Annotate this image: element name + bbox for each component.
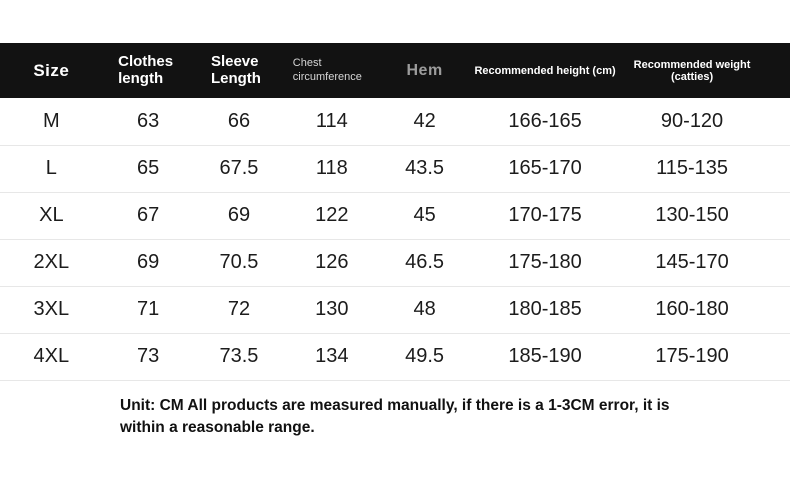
measurement-note-text: Unit: CM All products are measured manually, if there is a 1-3CM error, it is within a reasonable range.: [120, 396, 670, 436]
chest-cell: 114: [315, 109, 348, 132]
size-cell: 4XL: [33, 345, 70, 367]
sleeve-length-cell: 67.5: [219, 157, 259, 179]
table-row-2xl: [0, 239, 790, 286]
size-cell: 2XL: [33, 251, 70, 273]
chest-cell: 130: [315, 298, 349, 320]
measurement-note: [0, 395, 706, 440]
hem-cell: 46.5: [405, 251, 445, 273]
size-cell: M: [43, 109, 60, 132]
header-hem: Hem: [406, 61, 443, 79]
header-recommended-height: Recommended height (cm): [474, 64, 616, 77]
header-row: [0, 43, 790, 98]
weight-cell: 115-135: [656, 157, 729, 179]
weight-cell: 90-120: [660, 109, 724, 132]
weight-cell: 175-190: [655, 345, 729, 367]
header-recommended-weight: Recommended weight (catties): [633, 58, 751, 83]
height-cell: 170-175: [508, 204, 582, 226]
sleeve-length-cell: 70.5: [219, 251, 259, 273]
clothes-length-cell: 69: [136, 251, 160, 273]
header-clothes-length-label: Clothes length: [118, 52, 174, 88]
header-sleeve-length: [194, 43, 285, 98]
clothes-length-cell: 65: [136, 157, 160, 179]
weight-cell: 130-150: [655, 204, 729, 226]
size-chart-table: [0, 43, 790, 381]
height-cell: 175-180: [508, 251, 582, 273]
clothes-length-cell: 63: [136, 109, 160, 132]
sleeve-length-cell: 69: [227, 204, 251, 226]
chest-cell: 122: [315, 204, 349, 226]
header-size: Size: [33, 60, 70, 80]
size-cell: L: [45, 157, 57, 179]
hem-cell: 48: [413, 298, 436, 320]
size-cell: 3XL: [33, 298, 70, 320]
table-row-m: [0, 98, 790, 145]
sleeve-length-cell: 66: [227, 109, 251, 132]
height-cell: 185-190: [508, 345, 582, 367]
top-whitespace: [0, 0, 790, 43]
table-body: [0, 98, 790, 380]
table-row-3xl: [0, 286, 790, 333]
hem-cell: 42: [413, 109, 436, 132]
table-header: [0, 43, 790, 98]
weight-cell: 160-180: [655, 298, 729, 320]
height-cell: 180-185: [508, 298, 582, 320]
header-clothes-length: [103, 43, 194, 98]
height-cell: 165-170: [508, 157, 582, 179]
header-chest-circumference-label: Chest circumference: [292, 56, 362, 84]
table-row-xl: [0, 192, 790, 239]
hem-cell: 45: [413, 204, 436, 226]
table-row-4xl: [0, 333, 790, 380]
chest-cell: 134: [315, 345, 349, 367]
header-sleeve-length-label: Sleeve Length: [210, 52, 261, 88]
clothes-length-cell: 71: [136, 298, 160, 320]
chest-cell: 126: [315, 251, 349, 273]
sleeve-length-cell: 73.5: [219, 345, 259, 367]
table-row-l: [0, 145, 790, 192]
clothes-length-cell: 67: [136, 204, 160, 226]
hem-cell: 43.5: [405, 157, 445, 179]
weight-cell: 145-170: [655, 251, 729, 273]
height-cell: 166-165: [508, 109, 582, 132]
clothes-length-cell: 73: [136, 345, 160, 367]
header-chest-circumference: [284, 43, 379, 98]
hem-cell: 49.5: [405, 345, 445, 367]
chest-cell: 118: [315, 157, 348, 179]
sleeve-length-cell: 72: [227, 298, 251, 320]
size-cell: XL: [39, 204, 64, 226]
